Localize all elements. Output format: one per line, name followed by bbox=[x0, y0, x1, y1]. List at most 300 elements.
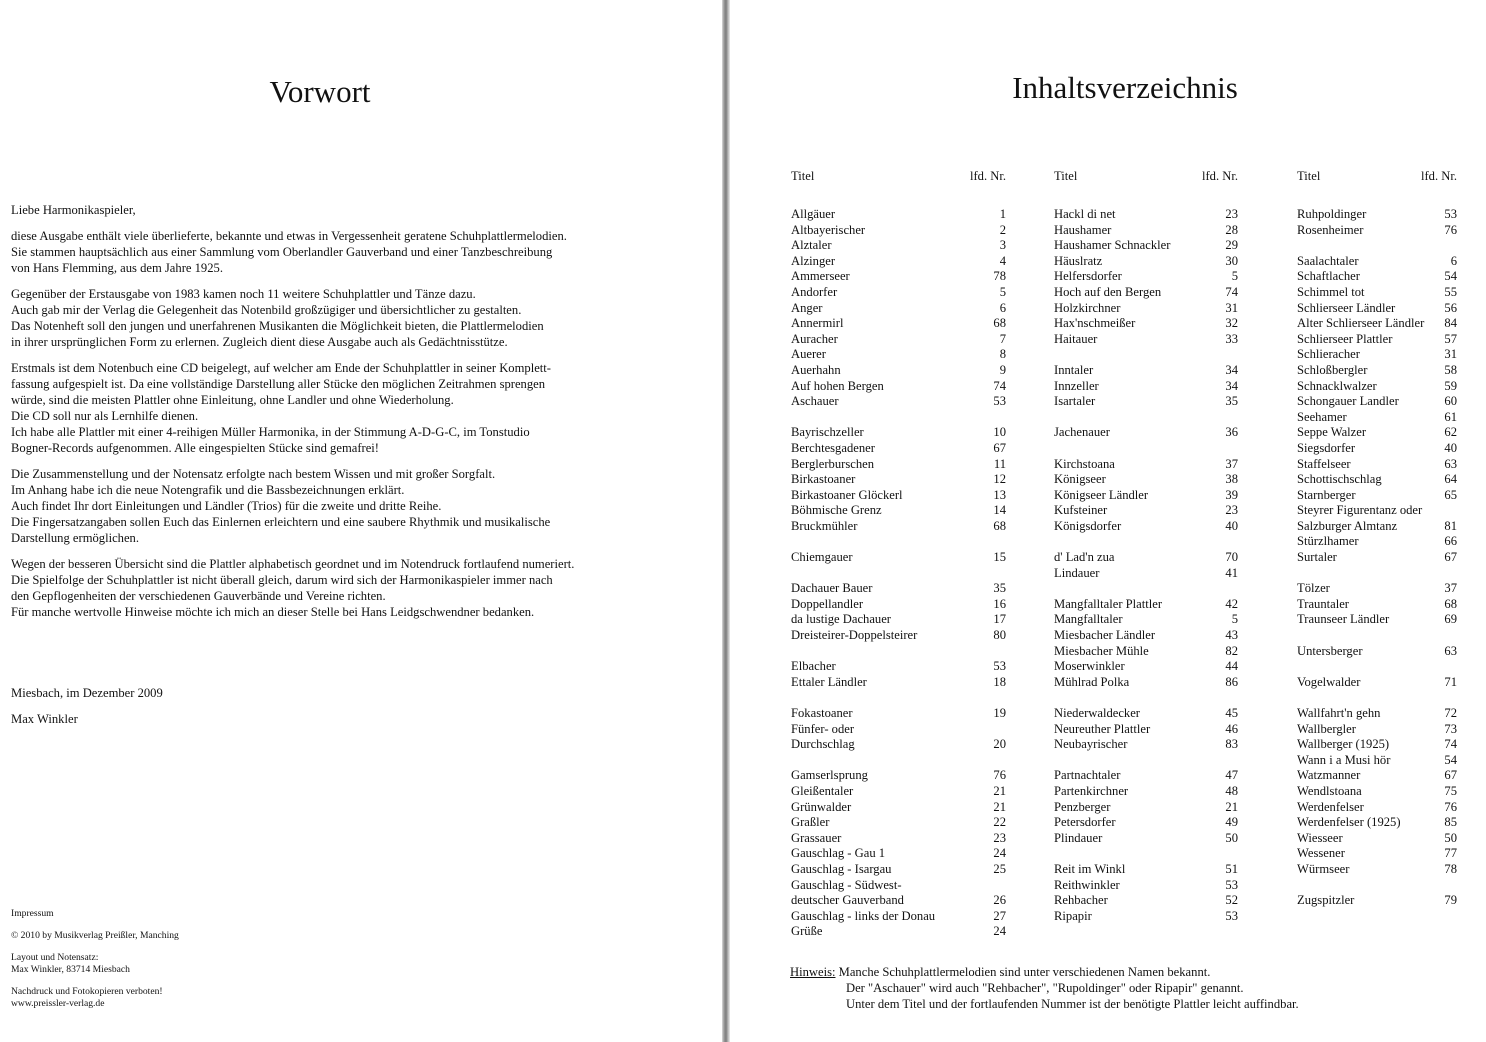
entry-number: 6 bbox=[999, 300, 1006, 315]
entry-title: Birkastoaner bbox=[791, 472, 856, 487]
contents-entry bbox=[1297, 379, 1457, 395]
entry-title: da lustige Dachauer bbox=[791, 612, 892, 627]
entry-title: Mangfalltaler Plattler bbox=[1054, 596, 1163, 611]
contents-entry bbox=[791, 815, 1006, 831]
entry-number: 15 bbox=[993, 550, 1006, 565]
foreword-line: würde, sind die meisten Plattler ohne Einleitung, ohne Landler und ohne Wiederholung. bbox=[11, 393, 454, 407]
entry-title: Birkastoaner Glöckerl bbox=[791, 487, 903, 502]
entry-title: Kirchstoana bbox=[1054, 456, 1115, 471]
contents-header bbox=[1297, 168, 1457, 184]
contents-entry bbox=[791, 207, 1006, 223]
contents-entry bbox=[1054, 706, 1238, 722]
impressum-layout bbox=[11, 952, 179, 976]
header-number: lfd. Nr. bbox=[1201, 169, 1238, 183]
entry-number: 70 bbox=[1225, 550, 1238, 565]
entry-number: 23 bbox=[993, 830, 1006, 845]
impressum-layout-value: Max Winkler, 83714 Miesbach bbox=[11, 964, 130, 975]
entry-number: 31 bbox=[1444, 347, 1457, 362]
entry-title: Doppellandler bbox=[791, 596, 864, 611]
entry-title: Haitauer bbox=[1054, 331, 1098, 346]
contents-entry bbox=[1054, 488, 1238, 504]
contents-entry bbox=[1054, 503, 1238, 519]
entry-title: Grünwalder bbox=[791, 799, 852, 814]
contents-entry bbox=[1297, 347, 1457, 363]
contents-entry bbox=[1054, 675, 1238, 691]
entry-number: 58 bbox=[1444, 362, 1457, 377]
entry-title: Gauschlag - Gau 1 bbox=[791, 846, 886, 861]
entry-number: 16 bbox=[993, 596, 1006, 611]
contents-entry bbox=[1054, 784, 1238, 800]
entry-number: 83 bbox=[1225, 737, 1238, 752]
place-date: Miesbach, im Dezember 2009 bbox=[11, 686, 163, 700]
entry-title: Schottischschlag bbox=[1297, 472, 1382, 487]
entry-number: 42 bbox=[1225, 596, 1238, 611]
entry-number: 35 bbox=[1225, 394, 1238, 409]
contents-entry bbox=[791, 238, 1006, 254]
entry-title: Wann i a Musi hör bbox=[1297, 752, 1391, 767]
right-page-contents bbox=[730, 0, 1486, 1042]
entry-title: Untersberger bbox=[1297, 643, 1363, 658]
contents-entry bbox=[791, 675, 1006, 691]
entry-title: Rehbacher bbox=[1054, 893, 1108, 908]
note-label: Hinweis: bbox=[790, 965, 836, 979]
contents-entry bbox=[791, 347, 1006, 363]
foreword-paragraph bbox=[11, 556, 651, 620]
entry-title: Wiesseer bbox=[1297, 830, 1343, 845]
entry-title: Fokastoaner bbox=[791, 706, 853, 720]
foreword-line: den Gepflogenheiten der verschiedenen Gauverbände und Vereine richten. bbox=[11, 589, 386, 603]
entry-title: Häuslratz bbox=[1054, 253, 1103, 268]
entry-title: Moserwinkler bbox=[1054, 659, 1125, 674]
entry-title: Helfersdorfer bbox=[1054, 269, 1122, 284]
contents-entry bbox=[1297, 503, 1457, 519]
contents-column-3 bbox=[1297, 168, 1457, 909]
contents-entry bbox=[791, 706, 1006, 722]
contents-entry bbox=[1054, 612, 1238, 628]
foreword-line: in ihrer ursprünglichen Form zu erlernen. Zugleich dient diese Ausgabe auch als Gedächtnisstütze. bbox=[11, 335, 508, 349]
entry-title: Traunseer Ländler bbox=[1297, 612, 1390, 627]
entry-title: Schlierseer Plattler bbox=[1297, 331, 1393, 346]
entry-title: Königsdorfer bbox=[1054, 518, 1122, 533]
entry-number: 28 bbox=[1225, 222, 1238, 237]
entry-title: Isartaler bbox=[1054, 394, 1096, 409]
entry-title: Wallfahrt'n gehn bbox=[1297, 706, 1381, 720]
contents-entry bbox=[1297, 332, 1457, 348]
entry-title: Bruckmühler bbox=[791, 518, 858, 533]
entry-number: 37 bbox=[1444, 581, 1457, 596]
entry-number: 3 bbox=[999, 238, 1006, 253]
entry-number: 68 bbox=[993, 316, 1006, 331]
entry-title: Bayrischzeller bbox=[791, 425, 864, 440]
foreword-line: Bogner-Records aufgenommen. Alle eingespielten Stücke sind gemafrei! bbox=[11, 441, 380, 455]
entry-title: Stürzlhamer bbox=[1297, 534, 1359, 549]
contents-entry bbox=[791, 909, 1006, 925]
entry-number: 6 bbox=[1450, 253, 1457, 268]
entry-title: Reit im Winkl bbox=[1054, 861, 1126, 876]
entry-number: 49 bbox=[1225, 815, 1238, 830]
contents-entry bbox=[1297, 722, 1457, 738]
entry-number: 33 bbox=[1225, 331, 1238, 346]
contents-entry bbox=[1054, 909, 1238, 925]
note-line-2: Der "Aschauer" wird auch "Rehbacher", "Rupoldinger" oder Ripapir" genannt. bbox=[846, 981, 1244, 995]
entry-number: 40 bbox=[1225, 518, 1238, 533]
contents-entry bbox=[791, 924, 1006, 940]
contents-spacer bbox=[791, 566, 1006, 582]
impressum-heading: Impressum bbox=[11, 908, 54, 919]
entry-title: Aschauer bbox=[791, 394, 839, 409]
contents-entry bbox=[791, 223, 1006, 239]
entry-number: 64 bbox=[1444, 472, 1457, 487]
entry-title: Staffelseer bbox=[1297, 456, 1351, 471]
impressum bbox=[11, 908, 179, 1020]
entry-number: 21 bbox=[993, 799, 1006, 814]
entry-number: 27 bbox=[993, 908, 1006, 923]
entry-number: 30 bbox=[1225, 253, 1238, 268]
contents-entry bbox=[1054, 457, 1238, 473]
entry-title: Elbacher bbox=[791, 659, 836, 674]
entry-title: Penzberger bbox=[1054, 799, 1111, 814]
contents-entry bbox=[791, 768, 1006, 784]
entry-number: 82 bbox=[1225, 643, 1238, 658]
entry-number: 52 bbox=[1225, 893, 1238, 908]
entry-number: 85 bbox=[1444, 815, 1457, 830]
foreword-line: diese Ausgabe enthält viele überlieferte, bekannte und etwas in Vergessenheit geratene Schuhplattlermelodien. bbox=[11, 229, 567, 243]
entry-title: Altbayerischer bbox=[791, 222, 866, 237]
contents-spacer bbox=[1054, 441, 1238, 457]
entry-number: 53 bbox=[1444, 207, 1457, 221]
entry-number: 54 bbox=[1444, 752, 1457, 767]
entry-title: Auracher bbox=[791, 331, 838, 346]
contents-entry bbox=[1054, 332, 1238, 348]
entry-title: Werdenfelser bbox=[1297, 799, 1364, 814]
entry-number: 35 bbox=[993, 581, 1006, 596]
header-title: Titel bbox=[1054, 169, 1078, 183]
entry-number: 72 bbox=[1444, 706, 1457, 720]
entry-title: Trauntaler bbox=[1297, 596, 1349, 611]
entry-number: 77 bbox=[1444, 846, 1457, 861]
entry-title: Haushamer Schnackler bbox=[1054, 238, 1171, 253]
entry-title: Ripapir bbox=[1054, 908, 1092, 923]
entry-title: Würmseer bbox=[1297, 861, 1350, 876]
entry-title: Jachenauer bbox=[1054, 425, 1110, 440]
contents-entry bbox=[1297, 534, 1457, 550]
entry-title: Zugspitzler bbox=[1297, 893, 1355, 908]
contents-spacer bbox=[1297, 238, 1457, 254]
contents-entry bbox=[1054, 550, 1238, 566]
entry-number: 5 bbox=[999, 284, 1006, 299]
entry-title: Werdenfelser (1925) bbox=[1297, 815, 1401, 830]
entry-number: 11 bbox=[993, 456, 1006, 471]
entry-number: 23 bbox=[1225, 503, 1238, 518]
entry-title: Schongauer Landler bbox=[1297, 394, 1399, 409]
entry-number: 63 bbox=[1444, 456, 1457, 471]
contents-entry bbox=[1054, 254, 1238, 270]
contents-entry bbox=[791, 394, 1006, 410]
entry-title: Partenkirchner bbox=[1054, 783, 1129, 798]
contents-entry bbox=[1297, 893, 1457, 909]
entry-title: Wessener bbox=[1297, 846, 1345, 861]
entry-title: Gleißentaler bbox=[791, 783, 854, 798]
foreword-line: Das Notenheft soll den jungen und unerfahrenen Musikanten die Möglichkeit bieten, die Plattlermelodien bbox=[11, 319, 544, 333]
entry-number: 41 bbox=[1225, 565, 1238, 580]
contents-entry bbox=[1054, 223, 1238, 239]
entry-number: 4 bbox=[999, 253, 1006, 268]
entry-number: 67 bbox=[1444, 550, 1457, 565]
contents-entry bbox=[1054, 893, 1238, 909]
entry-number: 60 bbox=[1444, 394, 1457, 409]
entry-title: Fünfer- oder bbox=[791, 721, 855, 736]
entry-number: 78 bbox=[993, 269, 1006, 284]
entry-title: Gauschlag - Südwest- bbox=[791, 877, 902, 892]
entry-number: 86 bbox=[1225, 674, 1238, 689]
contents-entry bbox=[1297, 207, 1457, 223]
entry-number: 32 bbox=[1225, 316, 1238, 331]
entry-title: Wallberger (1925) bbox=[1297, 737, 1390, 752]
contents-entry bbox=[1297, 425, 1457, 441]
entry-number: 67 bbox=[993, 440, 1006, 455]
contents-entry bbox=[1297, 269, 1457, 285]
entry-title: Schlieracher bbox=[1297, 347, 1360, 362]
entry-title: Wendlstoana bbox=[1297, 783, 1362, 798]
contents-entry bbox=[791, 628, 1006, 644]
contents-entry bbox=[1297, 581, 1457, 597]
entry-title: Seehamer bbox=[1297, 409, 1347, 424]
entry-number: 34 bbox=[1225, 362, 1238, 377]
contents-entry bbox=[1054, 566, 1238, 582]
entry-number: 31 bbox=[1225, 300, 1238, 315]
entry-number: 44 bbox=[1225, 659, 1238, 674]
contents-entry bbox=[791, 363, 1006, 379]
contents-entry bbox=[791, 254, 1006, 270]
contents-entry bbox=[1297, 301, 1457, 317]
entry-title: Dreisteirer-Doppelsteirer bbox=[791, 628, 918, 643]
contents-entry bbox=[1297, 675, 1457, 691]
contents-entry bbox=[791, 597, 1006, 613]
contents-entry bbox=[1297, 706, 1457, 722]
foreword-body bbox=[11, 202, 651, 630]
entry-number: 19 bbox=[993, 706, 1006, 720]
entry-title: Partnachtaler bbox=[1054, 768, 1121, 783]
entry-title: Watzmanner bbox=[1297, 768, 1361, 783]
foreword-line: Erstmals ist dem Notenbuch eine CD beigelegt, auf welcher am Ende der Schuhplattler in seiner Komplett- bbox=[11, 361, 551, 375]
entry-number: 84 bbox=[1444, 316, 1457, 331]
entry-title: Neureuther Plattler bbox=[1054, 721, 1151, 736]
contents-header bbox=[791, 168, 1006, 184]
contents-entry bbox=[791, 301, 1006, 317]
entry-title: Hackl di net bbox=[1054, 207, 1116, 221]
contents-entry bbox=[1054, 659, 1238, 675]
entry-title: Alter Schlierseer Ländler bbox=[1297, 316, 1425, 331]
impressum-copyright: © 2010 by Musikverlag Preißler, Manching bbox=[11, 930, 179, 941]
contents-entry bbox=[1297, 488, 1457, 504]
entry-title: Hax'nschmeißer bbox=[1054, 316, 1136, 331]
impressum-rights-text: Nachdruck und Fotokopieren verboten! bbox=[11, 986, 163, 997]
entry-title: Schloßbergler bbox=[1297, 362, 1368, 377]
entry-number: 36 bbox=[1225, 425, 1238, 440]
contents-entry bbox=[1054, 207, 1238, 223]
left-page-foreword bbox=[0, 0, 724, 1042]
contents-entry bbox=[791, 878, 1006, 894]
entry-number: 61 bbox=[1444, 409, 1457, 424]
contents-spacer bbox=[1297, 628, 1457, 644]
foreword-line: Auch findet Ihr dort Einleitungen und Ländler (Trios) für die zweite und dritte Reihe. bbox=[11, 499, 442, 513]
entry-number: 20 bbox=[993, 737, 1006, 752]
contents-note bbox=[790, 964, 1299, 1012]
entry-number: 54 bbox=[1444, 269, 1457, 284]
entry-title: Königseer Ländler bbox=[1054, 487, 1149, 502]
entry-number: 21 bbox=[993, 783, 1006, 798]
contents-entry bbox=[1297, 285, 1457, 301]
entry-title: Saalachtaler bbox=[1297, 253, 1359, 268]
entry-number: 2 bbox=[999, 222, 1006, 237]
entry-number: 39 bbox=[1225, 487, 1238, 502]
entry-number: 29 bbox=[1225, 238, 1238, 253]
entry-title: Siegsdorfer bbox=[1297, 440, 1356, 455]
entry-title: Schimmel tot bbox=[1297, 284, 1365, 299]
entry-number: 66 bbox=[1444, 534, 1457, 549]
entry-title: Lindauer bbox=[1054, 565, 1100, 580]
entry-number: 65 bbox=[1444, 487, 1457, 502]
entry-number: 74 bbox=[993, 378, 1006, 393]
entry-title: Ammerseer bbox=[791, 269, 850, 284]
entry-title: Schnacklwalzer bbox=[1297, 378, 1377, 393]
contents-entry bbox=[1054, 519, 1238, 535]
entry-number: 26 bbox=[993, 893, 1006, 908]
foreword-line: Darstellung ermöglichen. bbox=[11, 531, 139, 545]
foreword-paragraph bbox=[11, 466, 651, 546]
contents-entry bbox=[791, 737, 1006, 753]
entry-title: Chiemgauer bbox=[791, 550, 853, 565]
entry-number: 67 bbox=[1444, 768, 1457, 783]
entry-title: Böhmische Grenz bbox=[791, 503, 882, 518]
foreword-line: Die Spielfolge der Schuhplattler ist nicht überall gleich, darum wird sich der Harmonikaspieler immer nach bbox=[11, 573, 553, 587]
entry-number: 68 bbox=[993, 518, 1006, 533]
entry-number: 75 bbox=[1444, 783, 1457, 798]
entry-title: Alzinger bbox=[791, 253, 836, 268]
entry-number: 5 bbox=[1231, 612, 1238, 627]
header-number: lfd. Nr. bbox=[1420, 169, 1457, 183]
entry-title: Rosenheimer bbox=[1297, 222, 1364, 237]
entry-title: Tölzer bbox=[1297, 581, 1330, 596]
entry-number: 71 bbox=[1444, 674, 1457, 689]
contents-entry bbox=[1297, 800, 1457, 816]
contents-entry bbox=[1297, 410, 1457, 426]
entry-title: Petersdorfer bbox=[1054, 815, 1116, 830]
entry-number: 74 bbox=[1225, 284, 1238, 299]
entry-title: Berchtesgadener bbox=[791, 440, 875, 455]
entry-number: 10 bbox=[993, 425, 1006, 440]
contents-spacer bbox=[1297, 690, 1457, 706]
entry-title: Königseer bbox=[1054, 472, 1106, 487]
entry-number: 68 bbox=[1444, 596, 1457, 611]
contents-entry bbox=[1297, 753, 1457, 769]
contents-entry bbox=[791, 441, 1006, 457]
entry-title: Mangfalltaler bbox=[1054, 612, 1123, 627]
contents-entry bbox=[791, 503, 1006, 519]
entry-title: Vogelwalder bbox=[1297, 674, 1361, 689]
contents-entry bbox=[1054, 472, 1238, 488]
contents-spacer bbox=[1054, 347, 1238, 363]
entry-number: 69 bbox=[1444, 612, 1457, 627]
contents-entry bbox=[1297, 441, 1457, 457]
contents-spacer bbox=[1297, 659, 1457, 675]
header-number: lfd. Nr. bbox=[969, 169, 1006, 183]
entry-number: 59 bbox=[1444, 378, 1457, 393]
entry-number: 38 bbox=[1225, 472, 1238, 487]
entry-title: Plindauer bbox=[1054, 830, 1103, 845]
contents-entry bbox=[1297, 862, 1457, 878]
foreword-paragraph bbox=[11, 360, 651, 456]
contents-entry bbox=[791, 550, 1006, 566]
entry-number: 21 bbox=[1225, 799, 1238, 814]
contents-entry bbox=[791, 659, 1006, 675]
entry-title: Seppe Walzer bbox=[1297, 425, 1367, 440]
entry-number: 53 bbox=[1225, 877, 1238, 892]
entry-number: 40 bbox=[1444, 440, 1457, 455]
contents-entry bbox=[791, 269, 1006, 285]
foreword-line: Auch gab mir der Verlag die Gelegenheit das Notenbild großzügiger und übersichtlicher zu gestalten. bbox=[11, 303, 522, 317]
entry-number: 55 bbox=[1444, 284, 1457, 299]
contents-spacer bbox=[791, 644, 1006, 660]
contents-entry bbox=[1297, 316, 1457, 332]
entry-number: 50 bbox=[1225, 830, 1238, 845]
entry-title: Neubayrischer bbox=[1054, 737, 1128, 752]
entry-title: Kufsteiner bbox=[1054, 503, 1108, 518]
entry-title: Miesbacher Mühle bbox=[1054, 643, 1149, 658]
contents-entry bbox=[1297, 472, 1457, 488]
entry-number: 81 bbox=[1444, 518, 1457, 533]
entry-number: 37 bbox=[1225, 456, 1238, 471]
entry-title: Salzburger Almtanz bbox=[1297, 518, 1398, 533]
entry-number: 45 bbox=[1225, 706, 1238, 720]
contents-entry bbox=[1297, 784, 1457, 800]
contents-entry bbox=[1297, 737, 1457, 753]
entry-number: 12 bbox=[993, 472, 1006, 487]
entry-title: Dachauer Bauer bbox=[791, 581, 873, 596]
foreword-line: Die Fingersatzangaben sollen Euch das Einlernen erleichtern und eine saubere Rhythmik und musikalische bbox=[11, 515, 551, 529]
entry-number: 74 bbox=[1444, 737, 1457, 752]
entry-title: Allgäuer bbox=[791, 207, 836, 221]
entry-number: 76 bbox=[1444, 799, 1457, 814]
entry-number: 43 bbox=[1225, 628, 1238, 643]
contents-entry bbox=[1054, 394, 1238, 410]
entry-title: Alztaler bbox=[791, 238, 832, 253]
greeting: Liebe Harmonikaspieler, bbox=[11, 203, 136, 217]
entry-title: Gauschlag - links der Donau bbox=[791, 908, 936, 923]
contents-entry bbox=[791, 379, 1006, 395]
contents-spacer bbox=[1054, 410, 1238, 426]
entry-number: 8 bbox=[999, 347, 1006, 362]
contents-entry bbox=[1054, 269, 1238, 285]
entry-number: 14 bbox=[993, 503, 1006, 518]
entry-title: Auerhahn bbox=[791, 362, 841, 377]
foreword-line: Im Anhang habe ich die neue Notengrafik und die Bassbezeichnungen erklärt. bbox=[11, 483, 405, 497]
entry-title: Inntaler bbox=[1054, 362, 1094, 377]
entry-number: 25 bbox=[993, 861, 1006, 876]
note-line-1: Manche Schuhplattlermelodien sind unter verschiedenen Namen bekannt. bbox=[838, 965, 1211, 979]
impressum-url: www.preissler-verlag.de bbox=[11, 998, 105, 1009]
entry-title: Mühlrad Polka bbox=[1054, 674, 1130, 689]
entry-title: Schaftlacher bbox=[1297, 269, 1360, 284]
entry-number: 76 bbox=[1444, 222, 1457, 237]
entry-number: 13 bbox=[993, 487, 1006, 502]
contents-entry bbox=[1297, 223, 1457, 239]
contents-entry bbox=[1297, 363, 1457, 379]
contents-spacer bbox=[1297, 878, 1457, 894]
contents-spacer bbox=[1054, 846, 1238, 862]
contents-entry bbox=[1054, 644, 1238, 660]
entry-title: Annermirl bbox=[791, 316, 844, 331]
